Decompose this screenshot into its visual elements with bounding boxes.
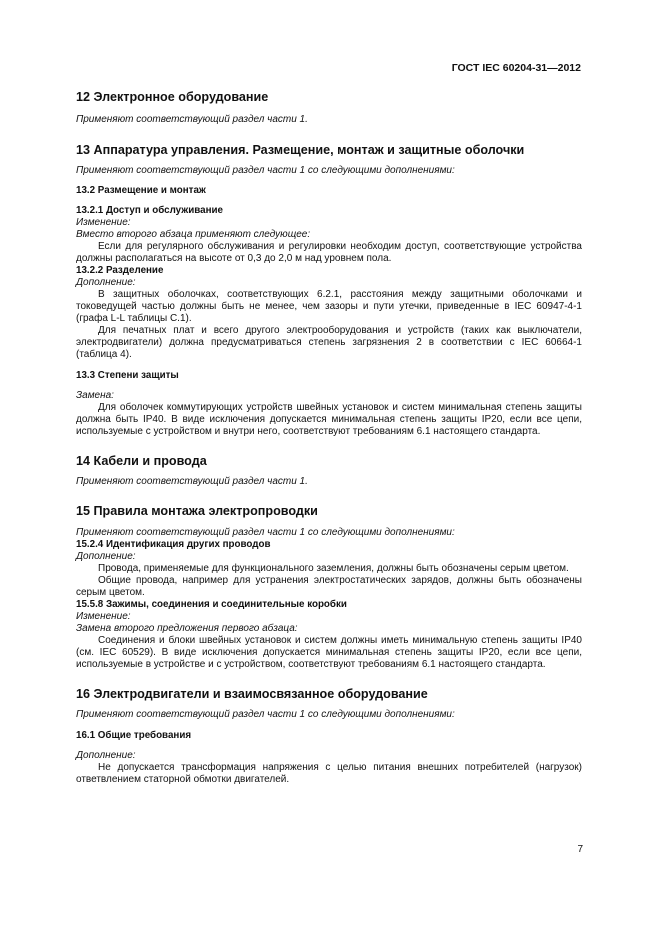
section-12-note: Применяют соответствующий раздел части 1. bbox=[76, 114, 308, 125]
section-13-3-replacement: Замена: bbox=[76, 390, 114, 401]
section-14-note: Применяют соответствующий раздел части 1. bbox=[76, 476, 308, 487]
section-13-2-1-replace: Вместо второго абзаца применяют следующее: bbox=[76, 229, 311, 240]
section-13-2-2-text2: Для печатных плат и всего другого электрооборудования и устройств (таких как выключатели, электродвигатели) должна предусматриваться степень загрязнения 2 в соответствии с IEC 60664-1 (таблица 4). bbox=[76, 325, 582, 360]
section-16-title: 16 Электродвигатели и взаимосвязанное оборудование bbox=[76, 687, 428, 701]
section-13-2-2-title: 13.2.2 Разделение bbox=[76, 265, 164, 276]
section-13-2-1-text: Если для регулярного обслуживания и регулировки необходим доступ, соответствующие устройства должны располагаться на высоте от 0,3 до 2,0 м над уровнем пола. bbox=[76, 241, 582, 264]
section-15-2-4-text1: Провода, применяемые для функционального заземления, должны быть обозначены серым цветом. bbox=[98, 563, 569, 574]
section-13-2-1-change: Изменение: bbox=[76, 217, 131, 228]
section-15-5-8-replace: Замена второго предложения первого абзаца: bbox=[76, 623, 298, 634]
section-16-1-text: Не допускается трансформация напряжения с целью питания внешних потребителей (нагрузок) ответвлением статорной обмотки двигателей. bbox=[76, 762, 582, 785]
document-header-standard: ГОСТ IEC 60204-31—2012 bbox=[451, 62, 581, 74]
section-13-note: Применяют соответствующий раздел части 1 со следующими дополнениями: bbox=[76, 165, 455, 176]
section-15-5-8-change: Изменение: bbox=[76, 611, 131, 622]
section-15-2-4-title: 15.2.4 Идентификация других проводов bbox=[76, 539, 271, 550]
section-15-note: Применяют соответствующий раздел части 1 со следующими дополнениями: bbox=[76, 527, 455, 538]
page-number: 7 bbox=[577, 844, 583, 855]
section-15-2-4-addition: Дополнение: bbox=[76, 551, 136, 562]
section-16-note: Применяют соответствующий раздел части 1 со следующими дополнениями: bbox=[76, 709, 455, 720]
section-13-title: 13 Аппаратура управления. Размещение, монтаж и защитные оболочки bbox=[76, 143, 525, 157]
section-16-1-addition: Дополнение: bbox=[76, 750, 136, 761]
section-13-3-title: 13.3 Степени защиты bbox=[76, 370, 179, 381]
section-13-2-title: 13.2 Размещение и монтаж bbox=[76, 185, 206, 196]
section-13-2-2-addition: Дополнение: bbox=[76, 277, 136, 288]
section-13-2-1-title: 13.2.1 Доступ и обслуживание bbox=[76, 205, 223, 216]
section-15 bbox=[76, 504, 582, 671]
section-12-title: 12 Электронное оборудование bbox=[76, 90, 269, 104]
section-12 bbox=[76, 90, 582, 126]
section-15-5-8-title: 15.5.8 Зажимы, соединения и соединительные коробки bbox=[76, 599, 347, 610]
section-14-title: 14 Кабели и провода bbox=[76, 454, 207, 468]
section-16 bbox=[76, 687, 582, 786]
section-13-2-2-text1: В защитных оболочках, соответствующих 6.2.1, расстояния между защитными оболочками и токоведущей частью должны быть не менее, чем зазоры и пути утечки, приведенные в IEC 60947-4-1 (графа L-L таблицы С.1). bbox=[76, 289, 582, 324]
section-13 bbox=[76, 143, 582, 438]
section-15-2-4-text2: Общие провода, например для устранения электростатических зарядов, должны быть обозначены серым цветом. bbox=[76, 575, 582, 598]
section-16-1-title: 16.1 Общие требования bbox=[76, 730, 192, 741]
document-body bbox=[76, 90, 582, 786]
section-14 bbox=[76, 454, 582, 488]
section-13-3-text: Для оболочек коммутирующих устройств швейных установок и систем минимальная степень защиты должна быть IP40. В виде исключения допускается минимальная степень защиты IP20, если все цепи, используемые с устройством и внутри него, соответствуют требованиям 6.1 настоящего стандарта. bbox=[76, 402, 582, 437]
section-15-5-8-text: Соединения и блоки швейных установок и систем должны иметь минимальную степень защиты IP40 (см. IEC 60529). В виде исключения допускается минимальная степень защиты IP20, если все цепи, используемые в устройстве и с устройством, соответствуют требованиям 6.1 настоящего стандарта. bbox=[76, 635, 582, 670]
section-15-title: 15 Правила монтажа электропроводки bbox=[76, 504, 318, 518]
